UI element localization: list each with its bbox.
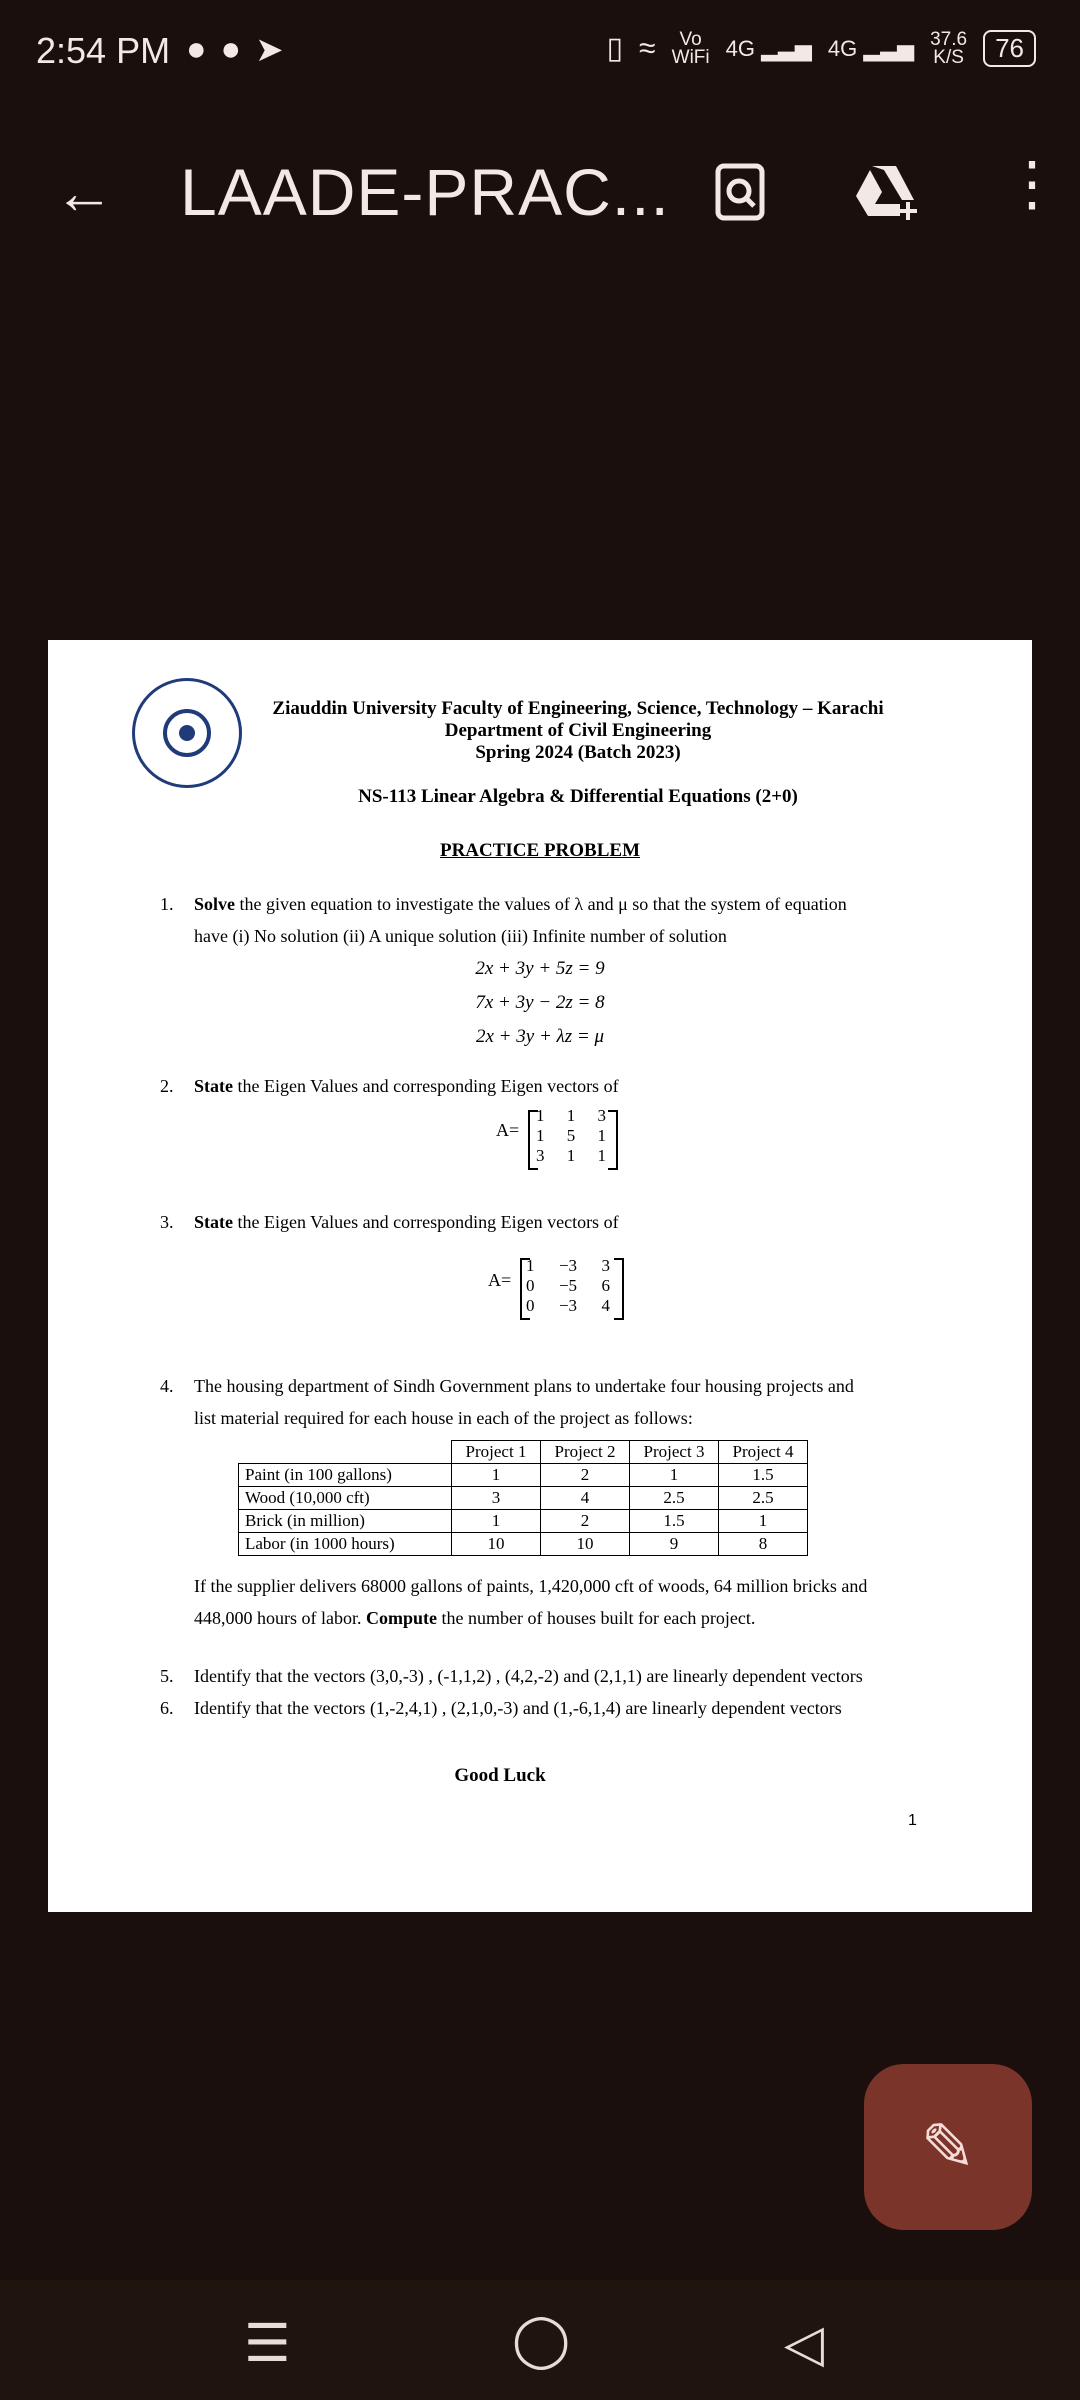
question-3: 3. State the Eigen Values and corresponding Eigen vectors of	[160, 1212, 619, 1232]
vibrate-icon: ▯	[606, 32, 624, 65]
add-to-drive-icon-svg	[852, 162, 922, 222]
status-bar	[0, 0, 1080, 110]
table-row: Brick (in million) 1 2 1.5 1	[239, 1510, 808, 1533]
question-2: 2. State the Eigen Values and corresponding Eigen vectors of	[160, 1076, 619, 1096]
chat-icon: ●	[220, 30, 242, 68]
wifi-icon: ≈	[639, 31, 656, 65]
network-speed: 37.6 K/S	[930, 28, 968, 68]
matrix-a-1-cells: 1 1 3 1 5 1 3 1 1	[536, 1106, 606, 1165]
notification-icons	[186, 30, 284, 70]
practice-title: PRACTICE PROBLEM	[439, 840, 641, 861]
table-header-row	[239, 1441, 808, 1464]
question-4: 4. The housing department of Sindh Government plans to undertake four housing projects and list material required for each house in each of the project as follows:	[160, 1376, 854, 1428]
snapchat-icon: ●	[186, 30, 207, 68]
housing-projects-table	[238, 1440, 808, 1556]
question-1: 1. Solve the given equation to investigate the values of λ and μ so that the system of equation have (i) No solution (ii) A unique solution (iii) Infinite number of solution	[160, 894, 847, 946]
signal-1-icon: 4G ▂▃▅	[725, 35, 812, 61]
question-5: 5. Identify that the vectors (3,0,-3) , (-1,1,2) , (4,2,-2) and (2,1,1) are linearly dependent vectors	[160, 1666, 863, 1686]
table-row: Labor (in 1000 hours) 10 10 9 8	[239, 1533, 808, 1556]
table-row: Wood (10,000 cft) 3 4 2.5 2.5	[239, 1487, 808, 1510]
system-icons	[607, 30, 1036, 67]
vowifi-indicator: Vo WiFi	[671, 28, 710, 68]
table-header-cell: Project 3	[630, 1441, 719, 1464]
telegram-icon: ➤	[255, 31, 284, 69]
course-title: NS-113 Linear Algebra & Differential Equations (2+0)	[358, 786, 798, 807]
back-arrow-icon[interactable]: ←	[54, 159, 114, 226]
more-options-icon[interactable]: ⋮	[1002, 150, 1062, 217]
question-4-followup: If the supplier delivers 68000 gallons of paints, 1,420,000 cft of woods, 64 million bricks and 448,000 hours of labor. Compute the number of houses built for each project.	[194, 1576, 868, 1628]
header-line2: Department of Civil Engineering	[444, 720, 712, 741]
edit-pen-icon: ✎	[920, 2109, 976, 2184]
back-nav-icon[interactable]: ◁	[784, 2315, 824, 2373]
home-icon[interactable]: ◯	[512, 2311, 571, 2369]
clock: 2:54 PM	[36, 30, 171, 71]
app-bar	[0, 140, 1080, 250]
document-search-icon-svg	[714, 162, 768, 222]
equation-2: 7x + 3y − 2z = 8	[475, 992, 605, 1013]
page-number: 1	[908, 1812, 917, 1829]
table-header-cell: Project 1	[452, 1441, 541, 1464]
good-luck: Good Luck	[454, 1765, 546, 1786]
signal-2-icon: 4G ▂▃▅	[827, 35, 915, 61]
navigation-bar	[0, 2280, 1080, 2400]
equation-3: 2x + 3y + λz = μ	[476, 1026, 604, 1047]
table-header-cell: Project 2	[541, 1441, 630, 1464]
equation-1: 2x + 3y + 5z = 9	[475, 958, 605, 979]
header-line1: Ziauddin University Faculty of Engineering, Science, Technology – Karachi	[272, 698, 884, 719]
table-row: Paint (in 100 gallons) 1 2 1 1.5	[239, 1464, 808, 1487]
add-to-drive-icon[interactable]	[852, 162, 922, 235]
university-logo	[132, 678, 242, 788]
table-header-cell: Project 4	[719, 1441, 808, 1464]
pdf-page: Ziauddin University Faculty of Engineering, Science, Technology – Karachi Department of Civil Engineering Spring 2024 (Batch 2023) NS-113 Linear Algebra & Differential Equations (2+0) PRACTICE PROBLEM 1. Solve the given equation to investigate the values of λ and μ so that the system of equation have (i) No solution (ii) A unique solution (iii) Infinite number of solution 2x + 3y + 5z = 9 7x + 3y − 2z = 8 2x + 3y + λz = μ 2. State the Eigen Values and corresponding Eigen vectors of A= 1 1 3 1 5 1 3 1 1 3. State the Eigen Values and corresponding Eigen vectors of A= 1 −3 3 0 −5 6 0 −3 4 4. The housing department of Sindh Government plans to undertake four housing projects and list material required for each house in each of the project as follows: Project 1 Project 2 Project 3 Project 4 Paint (in 100 gallons) 1 2 1 1.5 Wood (10,000 cft) 3 4 2.5 2.5 Brick (in million) 1 2 1.5 1 Labor (in 1000 hours) 10 10 9 8 If the supplier delivers 68000 gallons of paints, 1,420,000 cft of woods, 64 million bricks and 448,000 hours of labor. Compute the number of houses built for each project. 5. Identify that the vectors (3,0,-3) , (-1,1,2) , (4,2,-2) and (2,1,1) are linearly dependent vectors 6. Identify that the vectors (1,-2,4,1) , (2,1,0,-3) and (1,-6,1,4) are linearly dependent vectors Good Luck 1	[48, 640, 1032, 1912]
battery-icon: 76	[983, 30, 1036, 67]
document-title: LAADE-PRAC...	[180, 155, 670, 229]
edit-button[interactable]	[864, 2064, 1032, 2230]
recents-icon[interactable]: ☰	[244, 2315, 291, 2373]
header-line3: Spring 2024 (Batch 2023)	[475, 742, 681, 763]
matrix-a-2-cells: 1 −3 3 0 −5 6 0 −3 4	[526, 1256, 610, 1315]
document-search-icon[interactable]	[714, 162, 768, 235]
question-6: 6. Identify that the vectors (1,-2,4,1) , (2,1,0,-3) and (1,-6,1,4) are linearly dependent vectors	[160, 1698, 842, 1718]
